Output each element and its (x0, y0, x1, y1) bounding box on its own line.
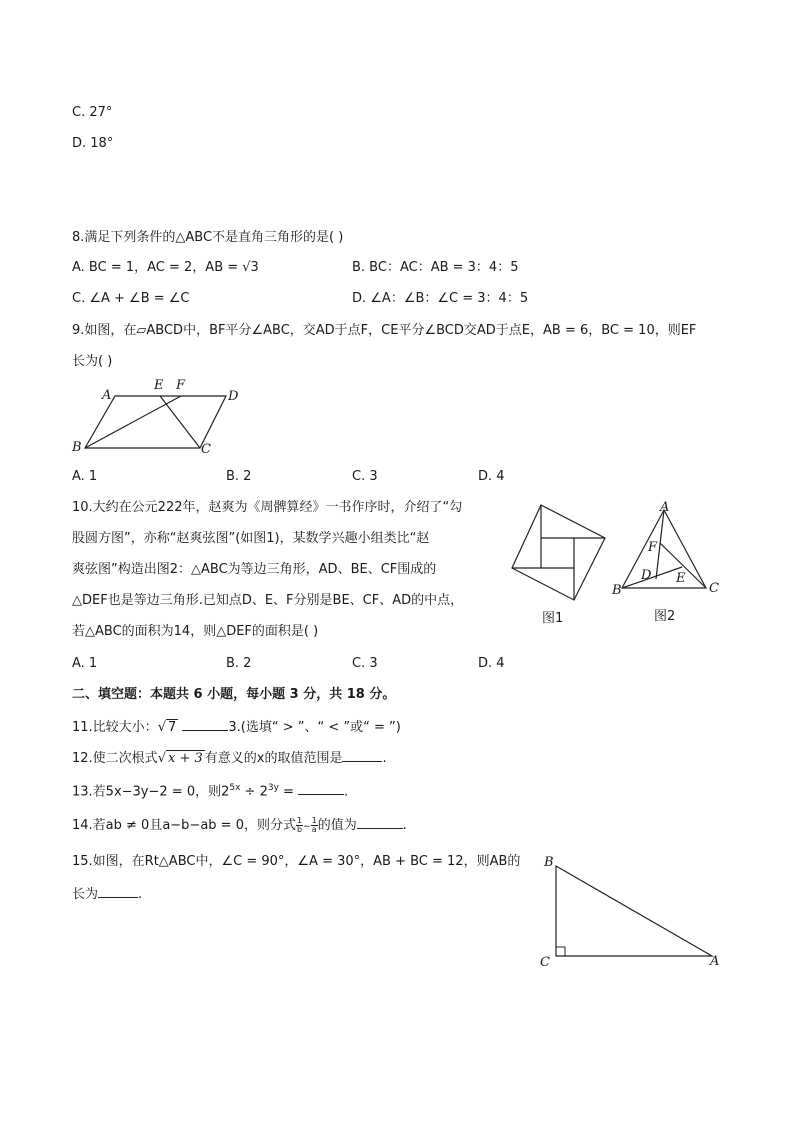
q10-line4: △DEF也是等边三角形.已知点D、E、F分别是BE、CF、AD的中点， (72, 593, 464, 608)
q8-option-d: D. ∠A：∠B：∠C = 3：4：5 (352, 291, 529, 306)
segment-ce (160, 396, 200, 448)
answer-blank[interactable] (182, 717, 228, 731)
q12: 12.使二次根式√ x + 3 有意义的x的取值范围是 . (72, 748, 387, 768)
label-d: D (228, 389, 239, 404)
fig2-label-a: A (660, 500, 670, 515)
q9-stem-line1: 9.如图，在▱ABCD中，BF平分∠ABC，交AD于点F，CE平分∠BCD交AD于点E，AB = 6，BC = 10，则EF (72, 323, 697, 338)
q8-option-c: C. ∠A + ∠B = ∠C (72, 291, 190, 306)
triangle-abc (556, 866, 712, 956)
q15-line2: 长为 . (72, 884, 142, 904)
answer-blank[interactable] (342, 748, 382, 762)
label-c: C (201, 442, 211, 456)
q9-stem-line2: 长为( ) (72, 354, 113, 369)
q9-option-c: C. 3 (352, 469, 378, 484)
q8-stem: 8.满足下列条件的△ABC不是直角三角形的是( ) (72, 230, 344, 245)
q11: 11.比较大小：√ 7 3.(选填“ > ”、“ < ”或“ = ”) (72, 717, 401, 737)
fig2-label-d: D (641, 568, 652, 583)
q15-label-b: B (544, 855, 554, 870)
q8-option-a: A. BC = 1，AC = 2，AB = √3 (72, 260, 259, 275)
q10-option-c: C. 3 (352, 656, 378, 671)
q15-label-a: A (710, 954, 720, 969)
q10-line5: 若△ABC的面积为14，则△DEF的面积是( ) (72, 624, 319, 639)
q15-label-c: C (540, 955, 550, 970)
q10-figure2 (608, 498, 724, 628)
q10-figure1 (508, 500, 610, 628)
fig2-label-e: E (676, 571, 686, 586)
q15-line1: 15.如图，在Rt△ABC中，∠C = 90°，∠A = 30°，AB + BC = 12，则AB的 (72, 854, 521, 869)
q10-option-b: B. 2 (226, 656, 252, 671)
parallelogram-abcd (85, 396, 226, 448)
section-heading: 二、填空题：本题共 6 小题，每小题 3 分，共 18 分。 (72, 687, 396, 702)
q9-option-a: A. 1 (72, 469, 98, 484)
q10-line2: 股圆方图”，亦称“赵爽弦图”(如图1)，某数学兴趣小组类比“赵 (72, 531, 430, 546)
q9-option-d: D. 4 (478, 469, 505, 484)
q15-right-triangle-figure (536, 852, 726, 972)
option-c: C. 27° (72, 105, 113, 120)
q10-line3: 爽弦图”构造出图2：△ABC为等边三角形，AD、BE、CF围成的 (72, 562, 437, 577)
q14: 14.若ab ≠ 0且a−b−ab = 0，则分式 $\frac{1}{b}$ − $\frac{1}{a}$ 的值为 . (72, 816, 407, 834)
q10-option-a: A. 1 (72, 656, 98, 671)
option-d: D. 18° (72, 136, 114, 151)
label-e: E (154, 378, 164, 393)
figure1-caption: 图1 (542, 611, 564, 626)
outer-square (512, 505, 605, 600)
answer-blank[interactable] (98, 884, 138, 898)
q9-parallelogram-figure (68, 376, 248, 456)
fig2-label-c: C (709, 581, 719, 596)
figure2-caption: 图2 (654, 609, 676, 624)
q8-option-b: B. BC：AC：AB = 3：4：5 (352, 260, 519, 275)
q9-option-b: B. 2 (226, 469, 252, 484)
q10-line1: 10.大约在公元222年，赵爽为《周髀算经》一书作序时，介绍了“勾 (72, 500, 463, 515)
segment-ad (656, 510, 664, 579)
fig2-label-b: B (612, 583, 622, 598)
answer-blank[interactable] (298, 781, 344, 795)
right-angle-mark (556, 947, 565, 956)
answer-blank[interactable] (357, 815, 403, 829)
q10-option-d: D. 4 (478, 656, 505, 671)
q13: 13.若5x−3y−2 = 0，则$2^{5x} \div 2^{3y}$ = . (72, 783, 349, 800)
fig2-label-f: F (648, 540, 658, 555)
label-a: A (102, 388, 112, 403)
label-f: F (176, 378, 186, 393)
label-b: B (72, 440, 82, 455)
